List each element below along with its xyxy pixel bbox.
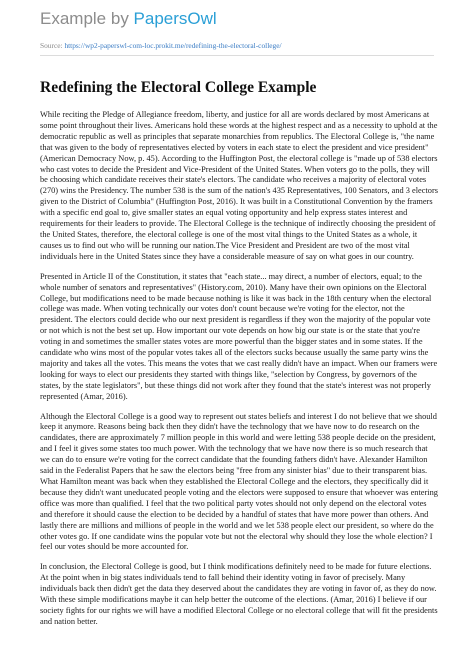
paragraph: Presented in Article II of the Constitution, it states that "each state... may direct, a number of electors, equal; to the whole number of senators and representatives" (History.com, 2010). Many have their own opinions on the Electoral College, but modifications need to be made because nothing is like it was back in the 18th century when the electoral college was made. When voting technically our votes don't count because we're voting for the elector, not the president. The electors could decide who our next president is regardless if they won the majority of the popular vote or not which is not the best set up. How important our vote depends on how big our state is or the state that you're voting in and sometimes the smaller states votes are more powerful than the bigger states and in some states. If the candidate who wins most of the popular votes takes all of the electors sucks because usually the same party wins the majority and takes all the votes. This means the votes that we cast really didn't have an impact. When our framers were looking for ways to elect our presidents they started with things like, "selection by Congress, by governors of the states, by the state legislators", but these things did not work after they found that the state's interest was not properly represented (Amar, 2016). <box>40 271 438 401</box>
source-link[interactable]: https://wp2-paperswl-com-loc.prokit.me/redefining-the-electoral-college/ <box>64 41 282 50</box>
site-brand[interactable] <box>40 9 217 29</box>
paragraph: While reciting the Pledge of Allegiance freedom, liberty, and justice for all are words declared by most Americans at some point throughout their lives. Americans hold these words at the highest respect and as a necessity to uphold at the democratic republic as well as principles that separate monarchies from republics. The Electoral College is, "the name that was given to the body of representatives elected by voters in each state to elect the president and vice president" (American Democracy Now, p. 45). According to the Huffington Post, the electoral college is "made up of 538 electors who cast votes to decide the President and Vice-President of the United States. When voters go to the polls, they will be choosing which candidate receives their state's electors. The candidate who receives a majority of electoral votes (270) wins the Presidency. The number 538 is the sum of the nation's 435 Representatives, 100 Senators, and 3 electors given to the District of Columbia" (Huffington Post, 2016). It was built in a Constitutional Convention by the framers with a specific end goal to, give smaller states an equal voting opportunity and help express states interest and requirements for their leaders to provide. The Electoral College is the technique of indirectly choosing the president of the United States, therefore, the electoral college is one of the most vital things to the United States as a whole, it causes us to find out who will be running our nation.The Vice President and President are two of the most vital individuals here in the United States since they have a considerable measure of say on what goes in our country. <box>40 110 438 261</box>
essay-body <box>40 110 438 637</box>
paragraph: In conclusion, the Electoral College is good, but I think modifications definitely need to be made for future elections. At the point when in big states individuals tend to fall behind their identity voting in favor of precisely. Many individuals back then didn't get the data they deserved about the candidates they are voting in favor of, as they do now. With these simple modifications maybe it can help better the outcome of the elections. (Amar, 2016) I believe if our society fights for our rights we will have a modified Electoral College or no electoral college that will fit the presidents and nation better. <box>40 562 438 626</box>
source-label: Source: <box>40 41 65 50</box>
brand-prefix: Example by <box>40 9 134 28</box>
brand-name: PapersOwl <box>133 9 217 28</box>
header-divider <box>40 55 434 56</box>
source-line <box>40 41 440 50</box>
page-title: Redefining the Electoral College Example <box>40 79 317 96</box>
paragraph: Although the Electoral College is a good way to represent out states beliefs and interest I do not believe that we should keep it anymore. Reasons being back then they didn't have the technology that we have now to do research on the candidates, there are approximately 7 million people in this world and were letting 538 people decide on the president, and I feel it gives some states too much power. With the technology that we have now there is so much research that we can do to ensure we're voting for the correct candidate that the founding fathers didn't have. Alexander Hamilton said in the Federalist Papers that he saw the electors being "free from any sinister bias" due to their transparent bias. What Hamilton meant was back when they established the Electoral College and the electors, they specifically did it because they didn't want uneducated people voting and the electors were supposed to ensure that whoever was entering office was more than qualified. I feel that the two political party votes should not only depend on the electoral votes and therefore it should cause the election to be decided by a handful of states that have more power than others. And lastly there are millions and millions of people in the world and we let 538 people elect our president, so where do the other votes go. If one candidate wins the popular vote but not the electoral why should they lose the whole election? I feel our votes should be more accounted for. <box>40 411 438 552</box>
